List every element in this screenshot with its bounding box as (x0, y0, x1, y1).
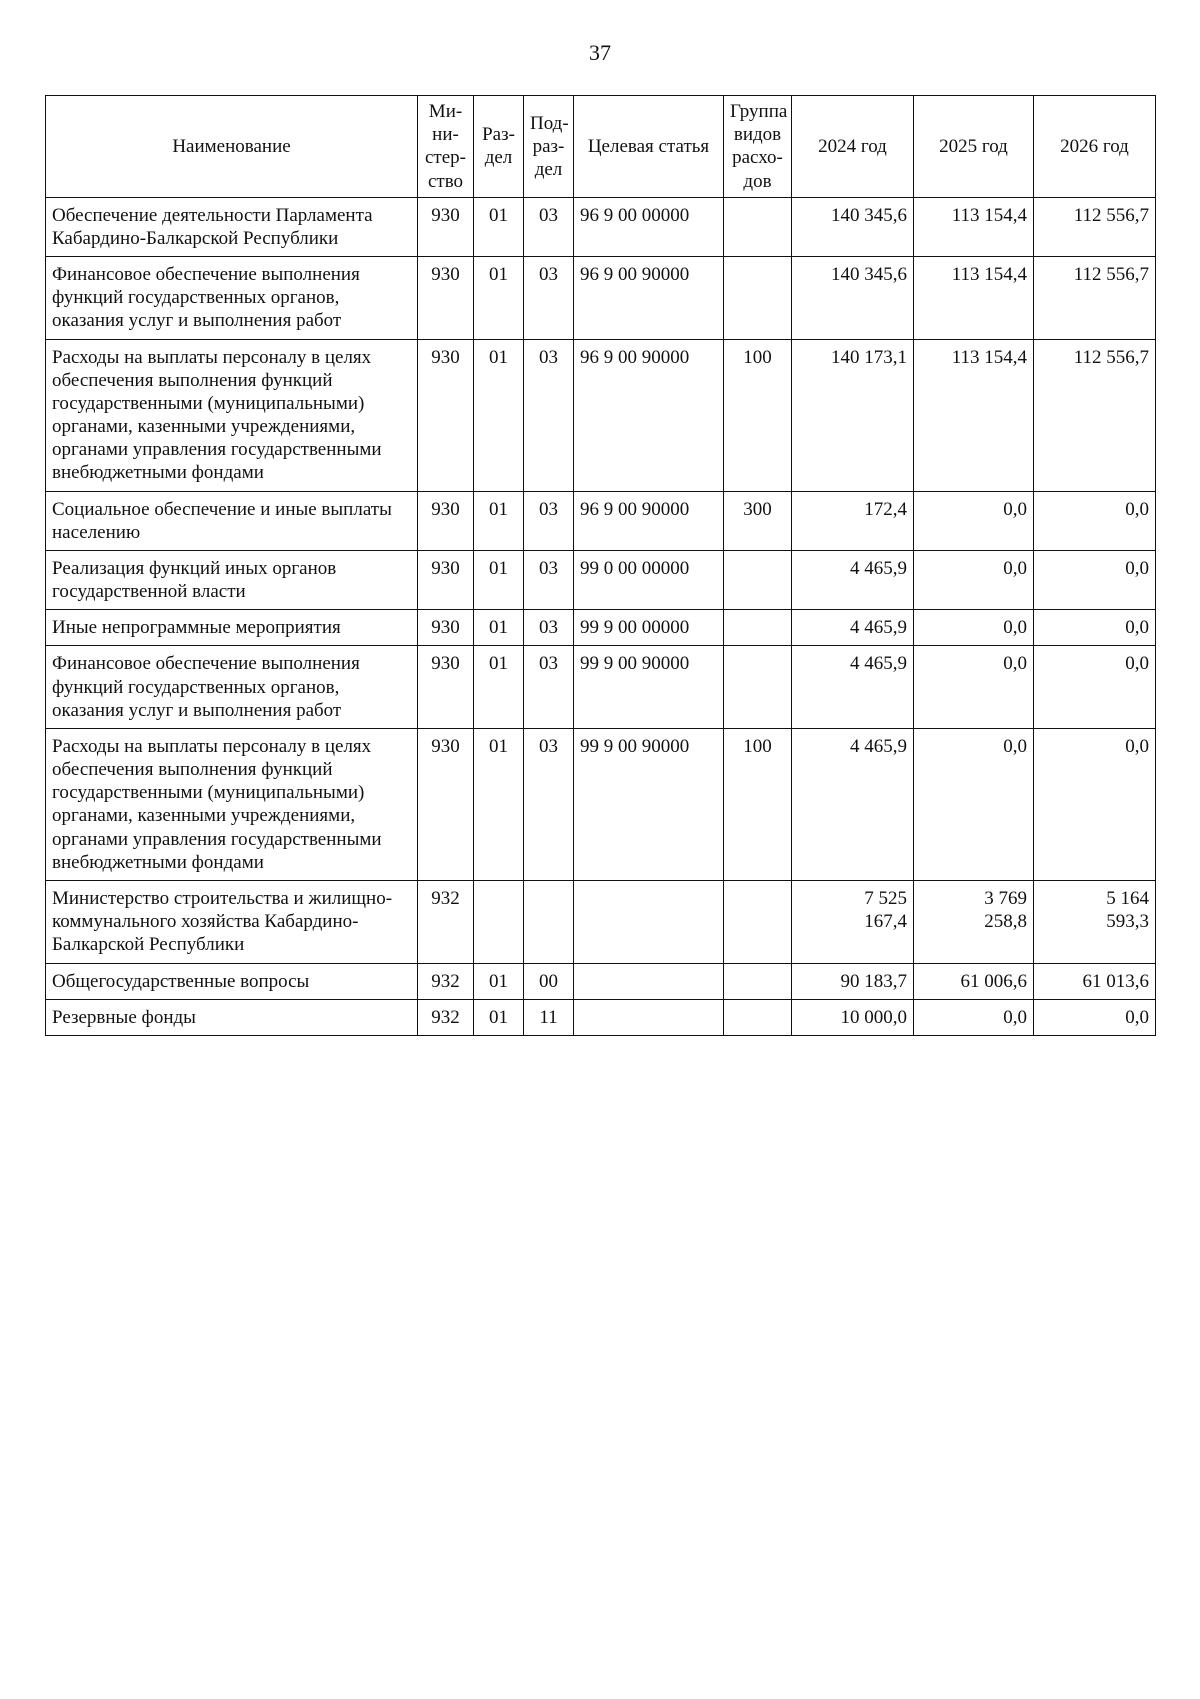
cell-2024: 10 000,0 (792, 999, 914, 1035)
cell-group (724, 646, 792, 729)
cell-name: Общегосударственные вопросы (46, 963, 418, 999)
cell-2025: 113 154,4 (914, 197, 1034, 256)
cell-2025: 0,0 (914, 728, 1034, 880)
cell-ministry: 930 (418, 339, 474, 491)
header-name: Наименование (46, 96, 418, 198)
header-2026: 2026 год (1034, 96, 1156, 198)
cell-2024: 140 345,6 (792, 257, 914, 340)
cell-2024: 4 465,9 (792, 728, 914, 880)
cell-subsection: 03 (524, 339, 574, 491)
cell-subsection: 03 (524, 197, 574, 256)
cell-target: 96 9 00 90000 (574, 491, 724, 550)
cell-name: Финансовое обеспечение выполнения функций государственных органов, оказания услуг и выполнения работ (46, 257, 418, 340)
header-group: Группа видов расхо-дов (724, 96, 792, 198)
header-2025: 2025 год (914, 96, 1034, 198)
cell-name: Иные непрограммные мероприятия (46, 610, 418, 646)
cell-name: Министерство строительства и жилищно-коммунального хозяйства Кабардино-Балкарской Республики (46, 880, 418, 963)
cell-target: 99 9 00 90000 (574, 728, 724, 880)
cell-2025: 113 154,4 (914, 339, 1034, 491)
cell-2025: 113 154,4 (914, 257, 1034, 340)
table-row (46, 491, 1156, 550)
cell-subsection: 03 (524, 491, 574, 550)
cell-subsection: 03 (524, 610, 574, 646)
cell-group (724, 550, 792, 609)
cell-2025: 0,0 (914, 610, 1034, 646)
cell-target (574, 963, 724, 999)
cell-name: Социальное обеспечение и иные выплаты населению (46, 491, 418, 550)
cell-ministry: 930 (418, 610, 474, 646)
cell-ministry: 932 (418, 880, 474, 963)
cell-2026: 0,0 (1034, 728, 1156, 880)
cell-2026: 0,0 (1034, 610, 1156, 646)
cell-section: 01 (474, 550, 524, 609)
header-subsection: Под-раз-дел (524, 96, 574, 198)
cell-2025: 61 006,6 (914, 963, 1034, 999)
cell-group (724, 880, 792, 963)
cell-target: 99 0 00 00000 (574, 550, 724, 609)
cell-2025: 0,0 (914, 646, 1034, 729)
cell-section: 01 (474, 646, 524, 729)
cell-2024: 4 465,9 (792, 646, 914, 729)
cell-ministry: 930 (418, 491, 474, 550)
table-row (46, 550, 1156, 609)
table-row (46, 610, 1156, 646)
cell-ministry: 930 (418, 646, 474, 729)
table-body (46, 197, 1156, 1035)
cell-subsection: 00 (524, 963, 574, 999)
cell-target: 99 9 00 00000 (574, 610, 724, 646)
table-row (46, 197, 1156, 256)
cell-name: Финансовое обеспечение выполнения функций государственных органов, оказания услуг и выполнения работ (46, 646, 418, 729)
cell-2024: 4 465,9 (792, 550, 914, 609)
cell-ministry: 930 (418, 728, 474, 880)
cell-section: 01 (474, 963, 524, 999)
cell-group (724, 610, 792, 646)
cell-name: Резервные фонды (46, 999, 418, 1035)
cell-subsection: 03 (524, 646, 574, 729)
cell-2025: 3 769 258,8 (914, 880, 1034, 963)
cell-section: 01 (474, 491, 524, 550)
budget-table (45, 95, 1156, 1036)
table-row (46, 646, 1156, 729)
budget-table-container (45, 95, 1155, 1036)
cell-2026: 0,0 (1034, 550, 1156, 609)
cell-subsection: 03 (524, 550, 574, 609)
cell-2025: 0,0 (914, 491, 1034, 550)
cell-2025: 0,0 (914, 550, 1034, 609)
cell-2024: 7 525 167,4 (792, 880, 914, 963)
cell-target (574, 999, 724, 1035)
cell-2024: 90 183,7 (792, 963, 914, 999)
table-row (46, 339, 1156, 491)
cell-2026: 112 556,7 (1034, 339, 1156, 491)
cell-target: 96 9 00 90000 (574, 257, 724, 340)
cell-2024: 4 465,9 (792, 610, 914, 646)
cell-section (474, 880, 524, 963)
cell-target: 99 9 00 90000 (574, 646, 724, 729)
cell-subsection: 03 (524, 257, 574, 340)
header-ministry: Ми-ни-стер-ство (418, 96, 474, 198)
table-row (46, 963, 1156, 999)
header-target: Целевая статья (574, 96, 724, 198)
cell-section: 01 (474, 339, 524, 491)
table-row (46, 728, 1156, 880)
cell-2026: 112 556,7 (1034, 197, 1156, 256)
header-2024: 2024 год (792, 96, 914, 198)
cell-ministry: 932 (418, 999, 474, 1035)
cell-group (724, 257, 792, 340)
table-row (46, 257, 1156, 340)
cell-2024: 140 173,1 (792, 339, 914, 491)
cell-2026: 0,0 (1034, 491, 1156, 550)
cell-2026: 0,0 (1034, 646, 1156, 729)
table-row (46, 880, 1156, 963)
cell-2026: 5 164 593,3 (1034, 880, 1156, 963)
cell-name: Обеспечение деятельности Парламента Кабардино-Балкарской Республики (46, 197, 418, 256)
cell-name: Расходы на выплаты персоналу в целях обеспечения выполнения функций государственными (муниципальными) органами, казенными учреждениями, органами управления государственными внебюджетными фондами (46, 339, 418, 491)
cell-group: 100 (724, 728, 792, 880)
cell-subsection: 11 (524, 999, 574, 1035)
cell-name: Расходы на выплаты персоналу в целях обеспечения выполнения функций государственными (муниципальными) органами, казенными учреждениями, органами управления государственными внебюджетными фондами (46, 728, 418, 880)
cell-subsection (524, 880, 574, 963)
cell-section: 01 (474, 728, 524, 880)
cell-group (724, 963, 792, 999)
cell-2025: 0,0 (914, 999, 1034, 1035)
cell-group: 100 (724, 339, 792, 491)
cell-ministry: 930 (418, 197, 474, 256)
cell-section: 01 (474, 257, 524, 340)
cell-2026: 0,0 (1034, 999, 1156, 1035)
cell-group: 300 (724, 491, 792, 550)
cell-section: 01 (474, 610, 524, 646)
cell-section: 01 (474, 197, 524, 256)
cell-group (724, 197, 792, 256)
cell-2026: 61 013,6 (1034, 963, 1156, 999)
cell-group (724, 999, 792, 1035)
cell-2024: 172,4 (792, 491, 914, 550)
cell-ministry: 930 (418, 550, 474, 609)
cell-2026: 112 556,7 (1034, 257, 1156, 340)
table-row (46, 999, 1156, 1035)
cell-ministry: 932 (418, 963, 474, 999)
cell-target (574, 880, 724, 963)
cell-section: 01 (474, 999, 524, 1035)
cell-subsection: 03 (524, 728, 574, 880)
page-number: 37 (589, 40, 611, 65)
cell-ministry: 930 (418, 257, 474, 340)
header-section: Раз-дел (474, 96, 524, 198)
cell-2024: 140 345,6 (792, 197, 914, 256)
cell-target: 96 9 00 00000 (574, 197, 724, 256)
table-header-row (46, 96, 1156, 198)
cell-name: Реализация функций иных органов государственной власти (46, 550, 418, 609)
cell-target: 96 9 00 90000 (574, 339, 724, 491)
